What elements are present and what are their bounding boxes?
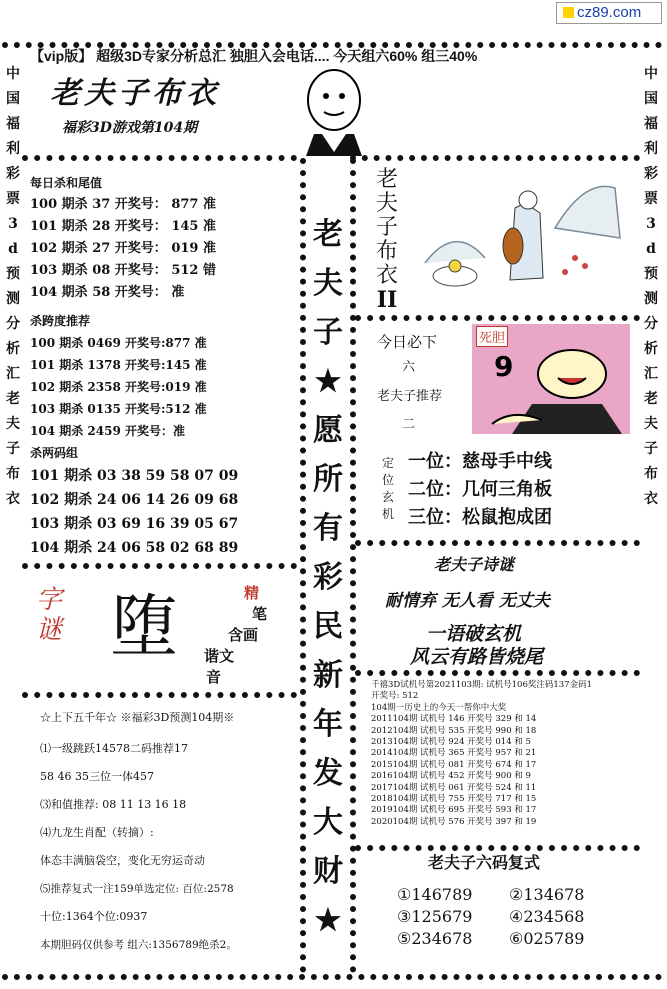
riddle-word: 含画 (228, 626, 259, 644)
kill-row: 104 期杀 58 开奖号： 准 (30, 285, 185, 300)
kill-row: 103 期杀 08 开奖号： 512 错 (30, 263, 216, 278)
slogan-char: 所 (313, 462, 343, 497)
six-code-item: ①146789 (397, 885, 473, 904)
position-row (408, 448, 552, 476)
six-code-item: ⑥025789 (509, 929, 585, 948)
slogan-char: 彩 (313, 560, 343, 595)
slogan-star-icon: ★ (314, 364, 342, 399)
slogan-char: 新 (313, 658, 343, 693)
span-row: 104 期杀 2459 开奖号：准 (30, 424, 185, 438)
kill-row: 102 期杀 27 开奖号： 019 准 (30, 241, 216, 256)
kill-row: 100 期杀 37 开奖号： 877 准 (30, 197, 216, 212)
six-code-item: ④234568 (509, 907, 585, 926)
slogan-star-icon: ★ (314, 903, 342, 938)
slogan-char: 愿 (313, 413, 343, 448)
poster-char: 衣 (375, 263, 398, 288)
side-text-right: 中国福利彩票3d预测分析汇老夫子布衣 (644, 66, 658, 507)
slogan-char: 年 (313, 707, 343, 742)
poem-line: 一语破玄机 (426, 623, 522, 645)
divider-top-left (22, 155, 297, 161)
history-row: 2014104期 试机号 365 开奖号 957 和 21 (371, 748, 537, 759)
divider-col-left (300, 158, 306, 973)
poster-char: 夫 (375, 191, 398, 216)
history-row: 2019104期 试机号 695 开奖号 593 和 17 (371, 805, 537, 816)
poster-char: 子 (375, 215, 398, 240)
divider-poem-top (355, 540, 640, 546)
riddle-word: 谐文 (204, 647, 235, 665)
span-row: 103 期杀 0135 开奖号:512 准 (30, 402, 207, 416)
six-codes-grid (397, 884, 627, 950)
six-code-item: ②134678 (509, 885, 585, 904)
pair-row: 101 期杀 03 38 59 58 07 09 (30, 468, 239, 484)
span-row: 100 期杀 0469 开奖号:877 准 (30, 336, 207, 350)
six-codes-title: 老夫子六码复式 (428, 853, 541, 872)
position-row (408, 504, 552, 532)
poem-line: 耐情弃 无人看 无丈夫 (385, 591, 550, 611)
forecast-panel (40, 708, 298, 959)
forecast-line: 十位:1364个位:0937 (40, 910, 148, 923)
span-row: 102 期杀 2358 开奖号:019 准 (30, 380, 207, 394)
poster-illustration (415, 168, 630, 303)
history-row: 2013104期 试机号 924 开奖号 014 和 5 (371, 737, 531, 748)
issue-line: 福彩3D游戏第104期 (62, 120, 198, 136)
riddle-char: 堕 (110, 588, 179, 667)
must-number: 9 (494, 350, 514, 383)
must-line: 六 (402, 360, 416, 375)
position-label: 一位： (408, 451, 462, 472)
history-row: 2011104期 试机号 146 开奖号 329 和 14 (371, 714, 537, 725)
forecast-header: ☆上下五千年☆ ※福彩3D预测104期※ (40, 711, 235, 724)
must-stamp: 死胆 (476, 326, 508, 347)
slogan-char: 大 (313, 805, 343, 840)
position-label: 二位： (408, 479, 462, 500)
logo-title: 老夫子布衣 (50, 76, 220, 111)
must-line: 今日必下 (377, 333, 438, 351)
position-row (408, 476, 552, 504)
old-master-cartoon (284, 60, 384, 156)
slogan-char: 老 (313, 217, 343, 252)
divider-history-top (355, 670, 640, 676)
slogan-char: 民 (313, 609, 343, 644)
kill-title: 每日杀和尾值 (30, 176, 103, 190)
history-head: 104期一历史上的今天一帮你中大奖 (371, 702, 507, 713)
divider-top-right (350, 155, 640, 161)
pair-title: 杀两码组 (30, 446, 79, 460)
banner-text: 【vip版】 超级3D专家分析总汇 独胆入会电话.... 今天组六60% 组三40% (30, 48, 478, 64)
history-head: 千禧3D试机号第2021103期: 试机号106奖注码137金码1 (371, 680, 593, 690)
must-picture (472, 324, 630, 434)
slogan-char: 发 (313, 756, 343, 791)
divider-riddle-top (22, 563, 297, 569)
pair-row: 102 期杀 24 06 14 26 09 68 (30, 492, 239, 508)
slogan-char: 有 (313, 511, 343, 546)
history-row: 2016104期 试机号 452 开奖号 900 和 9 (371, 771, 531, 782)
positions-label: 定位玄机 (382, 456, 395, 521)
history-row: 2017104期 试机号 061 开奖号 524 和 11 (371, 782, 537, 793)
history-row: 2012104期 试机号 535 开奖号 990 和 18 (371, 725, 537, 736)
history-panel (371, 680, 636, 828)
must-line: 二 (402, 417, 416, 432)
riddle-word: 笔 (252, 605, 268, 623)
site-badge[interactable]: cz89.com (556, 2, 662, 24)
kill-row: 101 期杀 28 开奖号： 145 准 (30, 219, 216, 234)
poem-title: 老夫子诗谜 (434, 555, 515, 574)
poster-char: II (376, 287, 398, 313)
six-code-item: ③125679 (397, 907, 473, 926)
riddle-word: 音 (206, 668, 222, 686)
history-head: 开奖号: 512 (371, 691, 419, 702)
center-slogan (308, 210, 348, 945)
forecast-line: 体态丰满脑袋空，变化无穷运奇动 (40, 854, 205, 867)
span-title: 杀跨度推荐 (30, 314, 91, 328)
riddle-left-sign: 字谜 (36, 585, 63, 645)
forecast-line: ⑴一级跳跃14578二码推荐17 (40, 742, 188, 755)
poster-title (372, 168, 402, 312)
slogan-char: 夫 (313, 266, 343, 301)
pair-row: 104 期杀 24 06 58 02 68 89 (30, 540, 239, 556)
history-row: 2020104期 试机号 576 开奖号 397 和 19 (371, 816, 537, 827)
history-row: 2015104期 试机号 081 开奖号 674 和 17 (371, 759, 537, 770)
poster-char: 老 (375, 167, 398, 192)
six-code-item: ⑤234678 (397, 929, 473, 948)
must-line: 老夫子推荐 (377, 389, 443, 404)
side-text-left: 中国福利彩票3d预测分析汇老夫子布衣 (6, 66, 20, 507)
forecast-line: 本期胆码仅供参考 组六:1356789绝杀2。 (40, 939, 237, 951)
positions-panel (408, 448, 552, 532)
span-row: 101 期杀 1378 开奖号:145 准 (30, 358, 207, 372)
divider-forecast-top (22, 692, 297, 698)
riddle-word: 精 (244, 584, 260, 602)
left-panel (30, 172, 295, 560)
position-text: 几何三角板 (462, 479, 552, 500)
forecast-line: ⑷九龙生肖配（转摘）: (40, 826, 154, 839)
position-text: 慈母手中线 (462, 451, 552, 472)
position-text: 松鼠抱成团 (462, 507, 552, 528)
badge-square-icon (563, 7, 574, 18)
poem-line: 风云有路皆烧尾 (410, 646, 544, 668)
forecast-line: ⑸推荐复式一注159单选定位: 百位:2578 (40, 883, 234, 895)
pair-row: 103 期杀 03 69 16 39 05 67 (30, 516, 239, 532)
slogan-char: 财 (313, 854, 343, 889)
history-row: 2018104期 试机号 755 开奖号 717 和 15 (371, 794, 537, 805)
position-label: 三位： (408, 507, 462, 528)
border-bottom (2, 974, 662, 980)
poster-char: 布 (375, 239, 398, 264)
forecast-line: 58 46 35三位一体457 (40, 770, 154, 783)
forecast-line: ⑶和值推荐: 08 11 13 16 18 (40, 798, 187, 811)
slogan-char: 子 (313, 315, 343, 350)
divider-poster-bottom (355, 315, 640, 321)
